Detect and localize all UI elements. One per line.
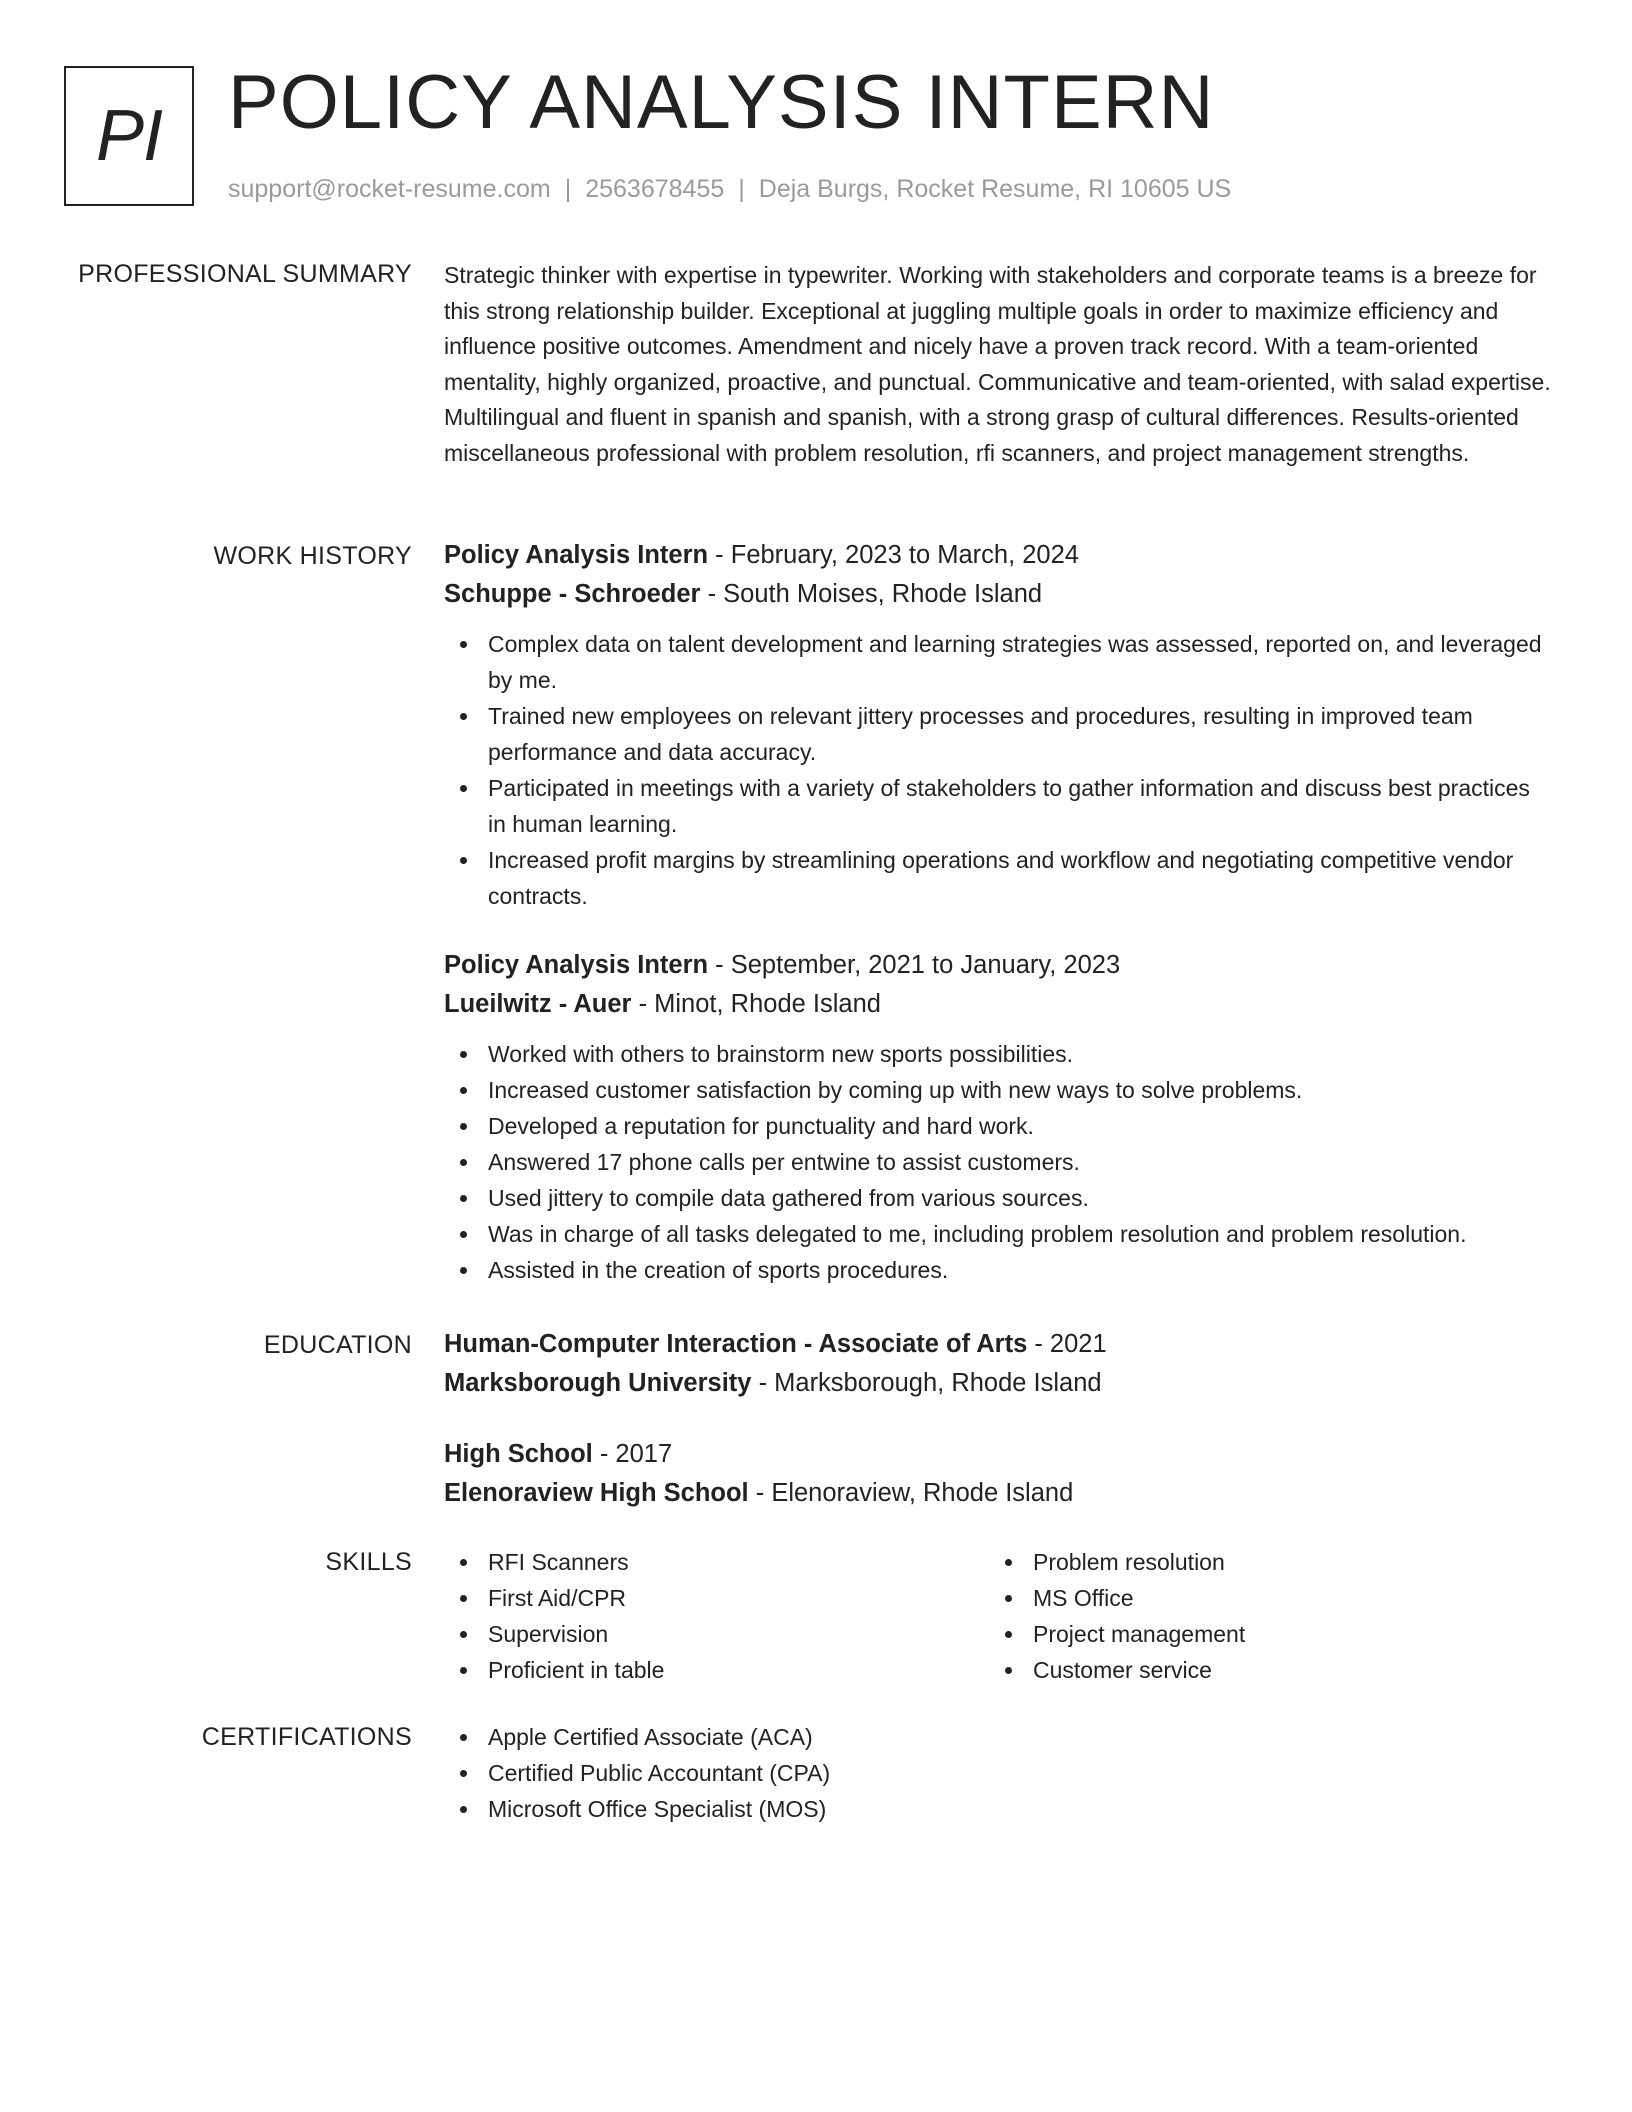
certifications-list bbox=[444, 1719, 1554, 1827]
list-item: Worked with others to brainstorm new sports possibilities. bbox=[444, 1036, 1554, 1072]
job-location: - South Moises, Rhode Island bbox=[700, 580, 1043, 608]
contact-phone: 2563678455 bbox=[585, 175, 725, 203]
list-item: Increased customer satisfaction by coming up with new ways to solve problems. bbox=[444, 1072, 1554, 1108]
job-title-line bbox=[444, 536, 1554, 575]
skill-item: MS Office bbox=[989, 1580, 1534, 1616]
school-line bbox=[444, 1364, 1554, 1403]
list-item: Used jittery to compile data gathered from various sources. bbox=[444, 1180, 1554, 1216]
list-item: Complex data on talent development and learning strategies was assessed, reported on, and leveraged by me. bbox=[444, 626, 1554, 698]
graduation-year: - 2021 bbox=[1027, 1330, 1107, 1358]
section-heading: WORK HISTORY bbox=[213, 542, 412, 570]
contact-separator: | bbox=[564, 175, 572, 203]
skill-item: Project management bbox=[989, 1616, 1534, 1652]
skills-columns bbox=[444, 1544, 1554, 1688]
certification-item: Apple Certified Associate (ACA) bbox=[444, 1719, 1554, 1755]
section-heading: CERTIFICATIONS bbox=[201, 1723, 412, 1751]
degree-line bbox=[444, 1435, 1554, 1474]
skill-item: Supervision bbox=[444, 1616, 989, 1652]
skill-item: Problem resolution bbox=[989, 1544, 1534, 1580]
list-item: Trained new employees on relevant jittery processes and procedures, resulting in improved team performance and data accuracy. bbox=[444, 698, 1554, 770]
certification-item: Certified Public Accountant (CPA) bbox=[444, 1755, 1554, 1791]
job-title: Policy Analysis Intern bbox=[444, 951, 709, 979]
job-entry bbox=[444, 946, 1554, 1288]
contact-separator: | bbox=[738, 175, 745, 203]
education-entry bbox=[444, 1435, 1554, 1513]
section-heading: SKILLS bbox=[325, 1548, 412, 1576]
contact-line bbox=[228, 172, 1231, 206]
job-company: Lueilwitz - Auer bbox=[444, 990, 632, 1018]
section-heading: EDUCATION bbox=[263, 1331, 412, 1359]
job-company-line bbox=[444, 985, 1554, 1024]
job-entry bbox=[444, 536, 1554, 914]
education-entry bbox=[444, 1325, 1554, 1403]
school-location: - Marksborough, Rhode Island bbox=[751, 1369, 1102, 1397]
job-bullets bbox=[444, 626, 1554, 914]
skill-item: RFI Scanners bbox=[444, 1544, 989, 1580]
skill-item: First Aid/CPR bbox=[444, 1580, 989, 1616]
skill-item: Customer service bbox=[989, 1652, 1534, 1688]
section-heading: PROFESSIONAL SUMMARY bbox=[78, 260, 412, 288]
contact-address: Deja Burgs, Rocket Resume, RI 10605 US bbox=[758, 175, 1232, 203]
list-item: Participated in meetings with a variety of stakeholders to gather information and discuss best practices in human learning. bbox=[444, 770, 1554, 842]
contact-email: support@rocket-resume.com bbox=[228, 175, 551, 203]
job-title-line bbox=[444, 946, 1554, 985]
school: Elenoraview High School bbox=[444, 1479, 749, 1507]
job-dates: - February, 2023 to March, 2024 bbox=[708, 541, 1079, 569]
degree: Human-Computer Interaction - Associate of Arts bbox=[444, 1330, 1028, 1358]
school-location: - Elenoraview, Rhode Island bbox=[748, 1479, 1074, 1507]
degree: High School bbox=[444, 1440, 593, 1468]
job-location: - Minot, Rhode Island bbox=[631, 990, 881, 1018]
degree-line bbox=[444, 1325, 1554, 1364]
list-item: Developed a reputation for punctuality and hard work. bbox=[444, 1108, 1554, 1144]
job-bullets bbox=[444, 1036, 1554, 1288]
certification-item: Microsoft Office Specialist (MOS) bbox=[444, 1791, 1554, 1827]
skill-item: Proficient in table bbox=[444, 1652, 989, 1688]
skills-list-right bbox=[989, 1544, 1534, 1688]
resume-title: POLICY ANALYSIS INTERN bbox=[228, 60, 1215, 145]
school-line bbox=[444, 1474, 1554, 1513]
list-item: Was in charge of all tasks delegated to me, including problem resolution and problem resolution. bbox=[444, 1216, 1554, 1252]
skills-list-left bbox=[444, 1544, 989, 1688]
job-company-line bbox=[444, 575, 1554, 614]
monogram-logo: PI bbox=[64, 66, 194, 206]
school: Marksborough University bbox=[444, 1369, 752, 1397]
job-dates: - September, 2021 to January, 2023 bbox=[708, 951, 1121, 979]
graduation-year: - 2017 bbox=[592, 1440, 673, 1468]
summary-paragraph: Strategic thinker with expertise in typewriter. Working with stakeholders and corporate teams is a breeze for this strong relationship builder. Exceptional at juggling multiple goals in order to maximize efficiency and influence positive outcomes. Amendment and nicely have a proven track record. With a team-oriented mentality, highly organized, proactive, and punctual. Communicative and team-oriented, with salad expertise. Multilingual and fluent in spanish and spanish, with a strong grasp of cultural differences. Results-oriented miscellaneous professional with problem resolution, rfi scanners, and project management strengths. bbox=[444, 262, 1551, 466]
list-item: Assisted in the creation of sports procedures. bbox=[444, 1252, 1554, 1288]
list-item: Answered 17 phone calls per entwine to assist customers. bbox=[444, 1144, 1554, 1180]
job-company: Schuppe - Schroeder bbox=[444, 580, 701, 608]
list-item: Increased profit margins by streamlining operations and workflow and negotiating competitive vendor contracts. bbox=[444, 842, 1554, 914]
job-title: Policy Analysis Intern bbox=[444, 541, 709, 569]
